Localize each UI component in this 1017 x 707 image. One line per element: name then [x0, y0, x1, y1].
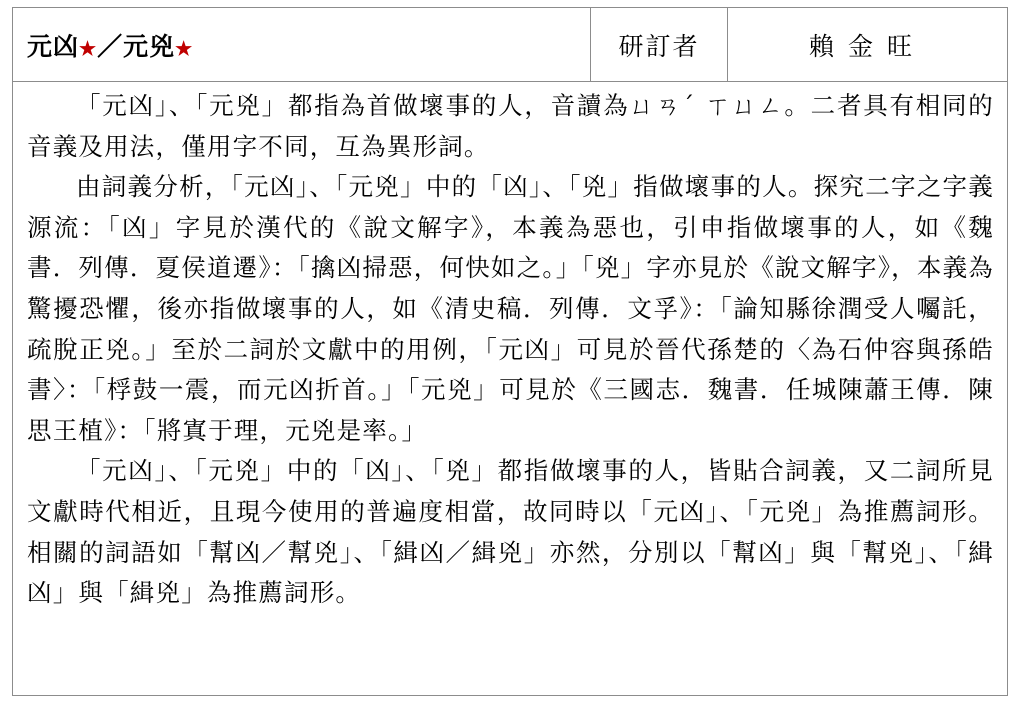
star-icon: ★: [175, 37, 194, 60]
paragraph-3: 「元凶」、「元兇」中的「凶」、「兇」都指做壞事的人，皆貼合詞義，又二詞所見文獻時代相近，且現今使用的普遍度相當，故同時以「元凶」、「元兇」為推薦詞形。相關的詞語如「幫凶／幫兇」、「緝凶／緝兇」亦然，分別以「幫凶」與「幫兇」、「緝凶」與「緝兇」為推薦詞形。: [27, 456, 994, 608]
entry-body: [13, 82, 1007, 614]
reviser-label-cell: [591, 8, 728, 81]
reviser-name-cell: [728, 8, 1007, 81]
reviser-label: 研訂者: [618, 31, 700, 61]
paragraph-2: 由詞義分析，「元凶」、「元兇」中的「凶」、「兇」指做壞事的人。探究二字之字義源流：「凶」字見於漢代的《說文解字》，本義為惡也，引申指做壞事的人，如《魏書．列傳．夏侯道遷》：「擒凶掃惡，何快如之。」「兇」字亦見於《說文解字》，本義為驚擾恐懼，後亦指做壞事的人，如《清史稿．列傳．文孚》：「論知縣徐潤受人囑託，疏脫正兇。」至於二詞於文獻中的用例，「元凶」可見於晉代孫楚的〈為石仲容與孫皓書〉：「桴鼓一震，而元凶折首。」「元兇」可見於《三國志．魏書．任城陳蕭王傳．陳思王植》：「將寘于理，元兇是率。」: [27, 172, 994, 445]
term-variant-1: 元凶: [27, 31, 80, 61]
reviser-name: 賴金旺: [808, 31, 926, 61]
term-separator: ／: [97, 31, 124, 61]
term-title: [27, 27, 193, 63]
star-icon: ★: [79, 37, 98, 60]
entry-header: [13, 8, 1007, 82]
paragraph-1: 「元凶」、「元兇」都指為首做壞事的人，音讀為ㄩㄢˊ ㄒㄩㄥ。二者具有相同的音義及用法，僅用字不同，互為異形詞。: [27, 91, 994, 161]
entry-document: [12, 7, 1008, 696]
term-cell: [13, 8, 591, 81]
term-variant-2: 元兇: [123, 31, 176, 61]
